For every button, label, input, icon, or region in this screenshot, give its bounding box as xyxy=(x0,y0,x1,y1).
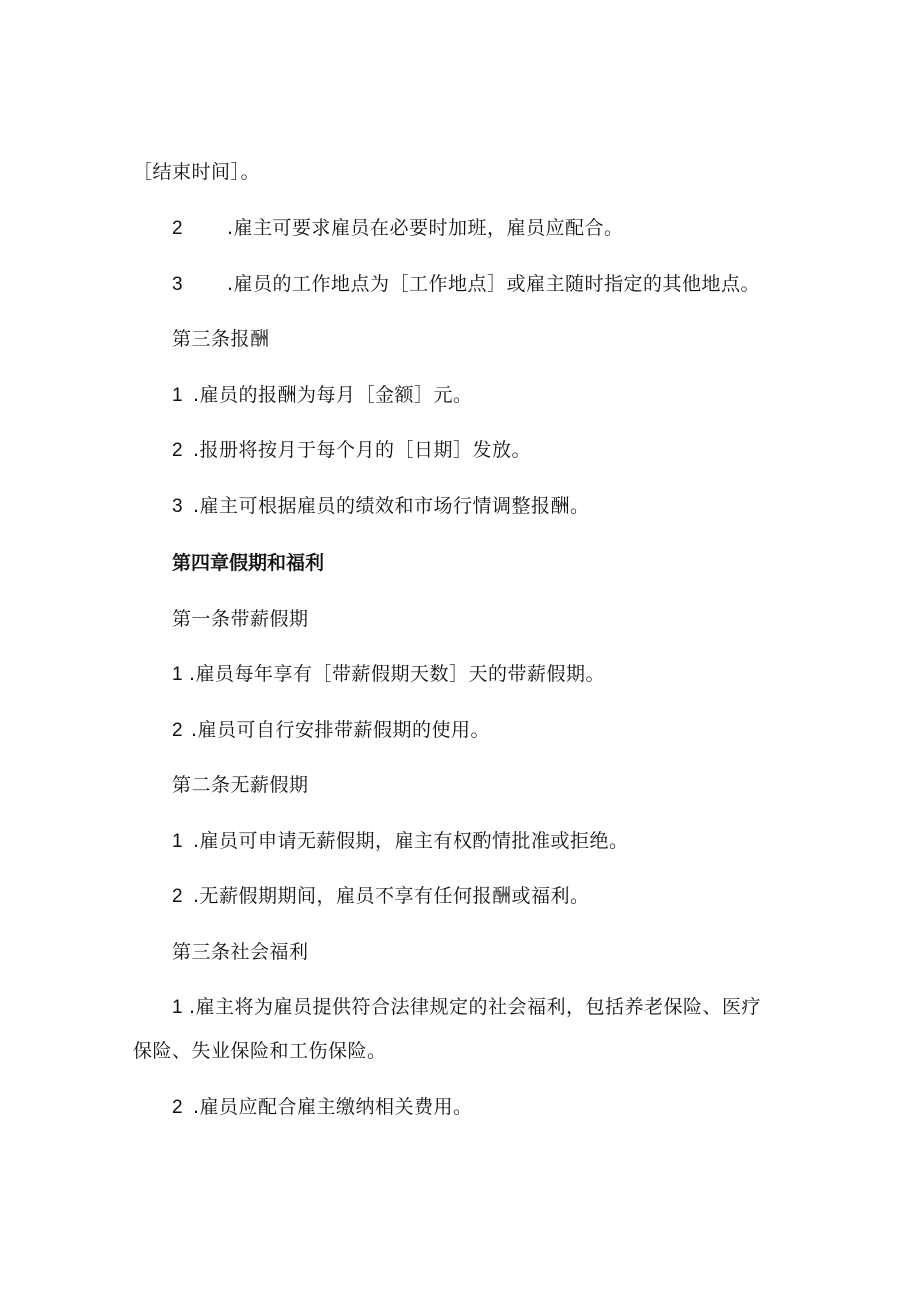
list-item-text: .雇员可申请无薪假期，雇主有权酌情批准或拒绝。 xyxy=(193,830,629,852)
list-number: 3 xyxy=(172,496,184,517)
list-number: 1 xyxy=(172,385,184,406)
list-number: 1 xyxy=(172,831,184,852)
list-item xyxy=(172,884,590,909)
article-title-text: 第三条社会福利 xyxy=(172,941,309,963)
list-item xyxy=(172,1095,473,1120)
list-item xyxy=(172,829,629,854)
text-line xyxy=(133,160,260,184)
list-item-text: .雇主可要求雇员在必要时加班，雇员应配合。 xyxy=(227,217,624,239)
list-item-text: .雇员的工作地点为［工作地点］或雇主随时指定的其他地点。 xyxy=(227,273,761,295)
chapter-heading xyxy=(172,551,324,575)
list-item-text: .报册将按月于每个月的［日期］发放。 xyxy=(193,439,532,461)
list-number: 3 xyxy=(172,274,184,295)
list-item xyxy=(172,216,624,241)
list-item-text: .雇主可根据雇员的绩效和市场行情调整报酬。 xyxy=(193,495,590,517)
list-number: 1 xyxy=(172,997,184,1018)
list-number: 2 xyxy=(172,1097,184,1118)
list-item-text: .雇员可自行安排带薪假期的使用。 xyxy=(191,719,491,741)
article-title xyxy=(172,327,270,351)
list-item xyxy=(172,383,473,408)
article-title xyxy=(172,773,309,797)
list-item-text: .雇主将为雇员提供符合法律规定的社会福利，包括养老保险、医疗 xyxy=(189,996,762,1018)
list-number: 2 xyxy=(172,720,184,741)
chapter-heading-text: 第四章假期和福利 xyxy=(172,552,325,574)
article-title xyxy=(172,940,309,964)
article-title-text: 第三条报酬 xyxy=(172,328,270,350)
continuation-text: 保险、失业保险和工伤保险。 xyxy=(133,1040,387,1062)
list-number: 1 xyxy=(172,664,184,685)
list-item-text: .雇员的报酬为每月［金额］元。 xyxy=(193,384,473,406)
list-item xyxy=(172,272,760,297)
list-number: 2 xyxy=(172,886,184,907)
list-item xyxy=(172,662,605,687)
article-title-text: 第一条带薪假期 xyxy=(172,608,309,630)
list-number: 2 xyxy=(172,440,184,461)
line-text: ［结束时间］。 xyxy=(133,161,261,183)
list-item xyxy=(172,995,761,1020)
list-item xyxy=(172,438,531,463)
list-item xyxy=(172,494,590,519)
list-item-continuation xyxy=(133,1039,387,1063)
list-item xyxy=(172,718,490,743)
list-item-text: .无薪假期期间，雇员不享有任何报酬或福利。 xyxy=(193,885,590,907)
list-number: 2 xyxy=(172,218,184,239)
article-title-text: 第二条无薪假期 xyxy=(172,774,309,796)
article-title xyxy=(172,607,309,631)
list-item-text: .雇员每年享有［带薪假期天数］天的带薪假期。 xyxy=(189,663,606,685)
list-item-text: .雇员应配合雇主缴纳相关费用。 xyxy=(193,1096,473,1118)
